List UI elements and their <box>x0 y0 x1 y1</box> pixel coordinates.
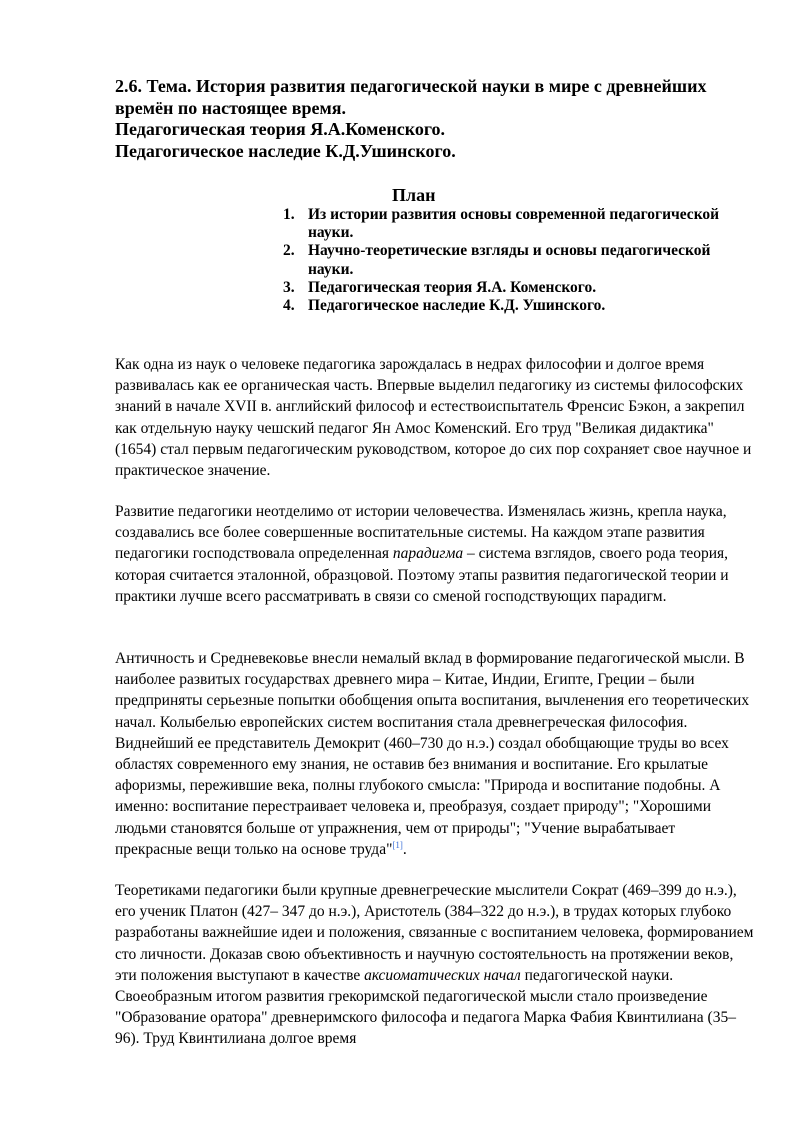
plan-item <box>283 206 753 242</box>
paragraph-text <box>115 880 755 1050</box>
plan-item <box>283 242 753 278</box>
plan-item-text: Педагогическая теория Я.А. Коменского. <box>308 278 597 296</box>
plan-item-number: 1. <box>283 206 295 223</box>
paragraph-text-part: Античность и Средневековье внесли немалый вклад в формирование педагогической мысли. В наиболее развитых государствах древнего мира – Китае, Индии, Египте, Греции – были предприняты серьезные попытки обобщения опыта воспитания, вычленения его теоретических начал. Колыбелью европейских систем воспитания стала древнегреческая философия. Виднейший ее представитель Демокрит (460–730 до н.э.) создал обобщающие труды во всех областях современного ему знания, не оставив без внимания и воспитание. Его крылатые афоризмы, пережившие века, полны глубокого смысла: "Природа и воспитание подобны. А именно: воспитание перестраивает человека и, преобразуя, создает природу"; "Хорошими людьми становятся больше от упражнения, чем от природы"; "Учение вырабатывает прекрасные вещи только на основе труда" <box>115 650 750 858</box>
plan-list <box>283 206 753 315</box>
plan-item-text: Педагогическое наследие К.Д. Ушинского. <box>308 297 606 315</box>
paragraph-text-part: Развитие педагогики неотделимо от истории человечества. Изменялась жизнь, крепла наука, создавались все более совершенные воспитательные системы. На каждом этапе развития педагогики господствовала определенная <box>115 503 727 563</box>
plan-item <box>283 297 753 315</box>
paragraph-text <box>115 501 755 607</box>
document-title <box>115 76 755 162</box>
paragraph-theorists <box>115 880 755 1050</box>
paragraph-text-part: педагогической науки. Своеобразным итогом развития грекоримской педагогической мысли стало произведение "Образование оратора" древнеримского философа и педагога Марка Фабия Квинтилиана (35–96). Труд Квинтилиана долгое время <box>115 966 736 1048</box>
paragraph-text-part: . <box>402 840 407 858</box>
plan-item-number: 4. <box>283 297 295 315</box>
paragraph-text: Как одна из наук о человеке педагогика зарождалась в недрах философии и долгое время развивалась как ее органическая часть. Впервые выделил педагогику из системы философских знаний в начале XVII в. английский философ и естествоиспытатель Френсис Бэкон, а закрепил как отдельную науку чешский педагог Ян Амос Коменский. Его труд "Великая дидактика" (1654) стал первым педагогическим руководством, которое до сих пор сохраняет свое научное и практическое значение. <box>115 356 752 480</box>
paragraph-italic-term: парадигма <box>392 545 464 563</box>
title-line: Педагогическое наследие К.Д.Ушинского. <box>115 140 456 161</box>
plan-item-number: 3. <box>283 278 295 296</box>
title-line: Педагогическая теория Я.А.Коменского. <box>115 119 446 139</box>
plan-item-text: Из истории развития основы современной педагогической науки. <box>308 206 720 242</box>
plan-item-number: 2. <box>283 242 295 260</box>
paragraph-italic-term: аксиоматических начал <box>364 966 521 984</box>
plan-item <box>283 279 753 297</box>
footnote-link[interactable]: [1] <box>392 839 403 850</box>
plan-item-text: Научно-теоретические взгляды и основы педагогической науки. <box>308 242 711 278</box>
plan-heading: План <box>392 185 436 205</box>
title-line: 2.6. Тема. История развития педагогической науки в мире с древнейших <box>115 76 707 96</box>
paragraph-paradigms <box>115 501 755 607</box>
paragraph-text <box>115 648 755 860</box>
paragraph-origins <box>115 354 755 481</box>
title-line: времён по настоящее время. <box>115 97 346 118</box>
paragraph-text-part: Теоретиками педагогики были крупные древнегреческие мыслители Сократ (469–399 до н.э.), его ученик Платон (427– 347 до н.э.), Аристотель (384–322 до н.э.), в трудах которых глубоко разработаны важнейшие идеи и положения, связанные с воспитанием человека, формированием сто личности. Доказав свою объективность и научную состоятельность на протяжении веков, эти положения выступают в качестве <box>115 882 754 984</box>
paragraph-text-part: – система взглядов, своего рода теория, которая считается эталонной, образцовой. Поэтому этапы развития педагогической теории и практики лучше всего рассматривать в связи со сменой господствующих парадигм. <box>115 545 729 605</box>
paragraph-antiquity <box>115 648 755 860</box>
